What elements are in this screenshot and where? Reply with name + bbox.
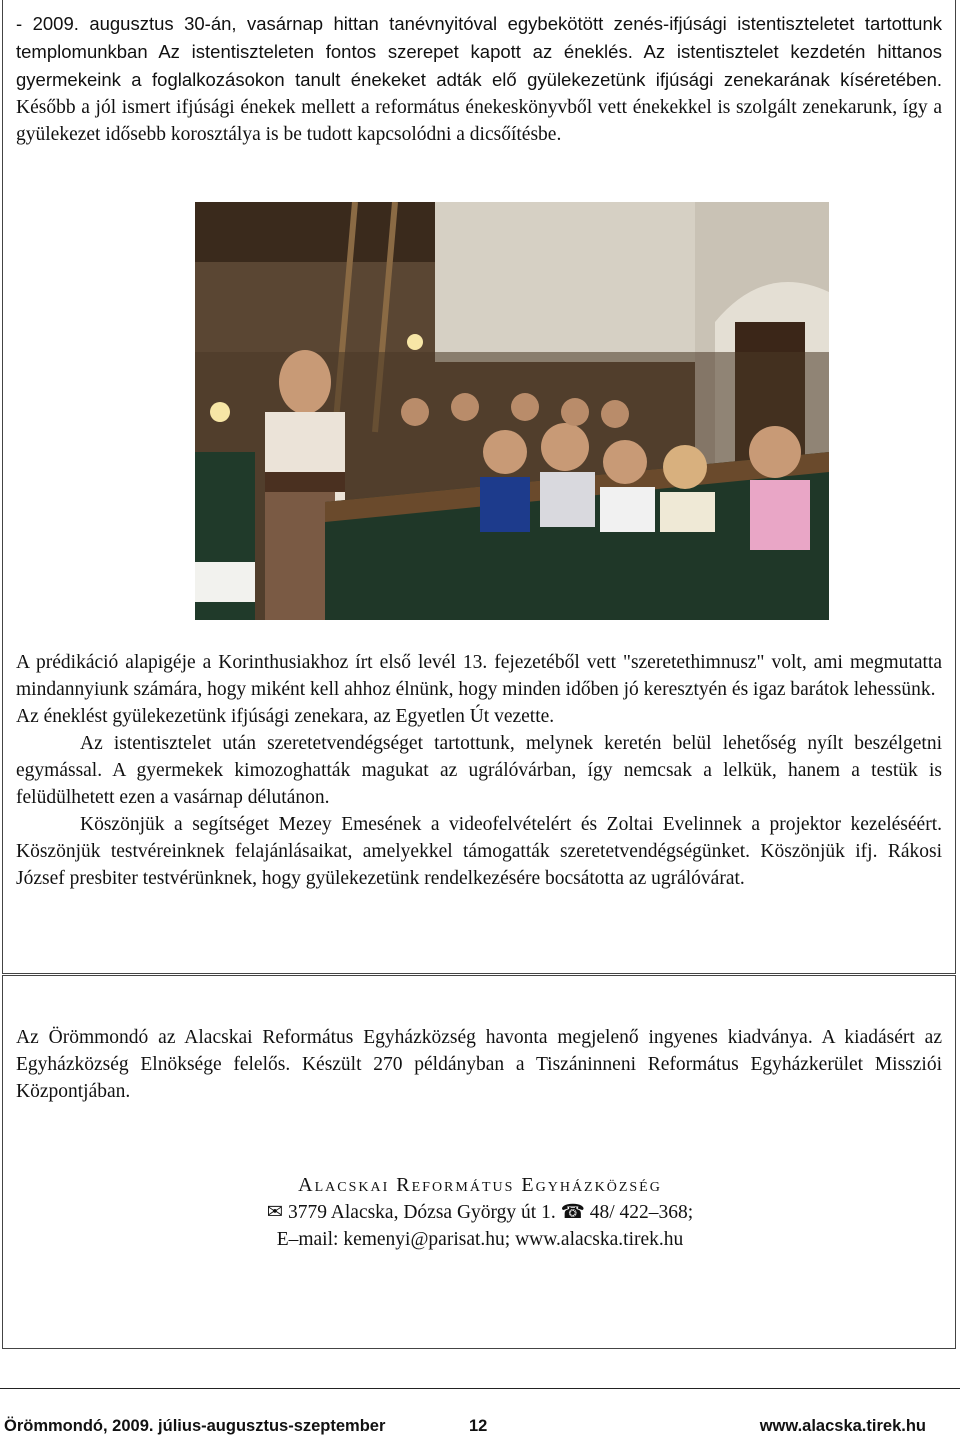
org-email-line: E–mail: kemenyi@parisat.hu; www.alacska.tirek.hu: [276, 1229, 684, 1250]
footer-issue: Örömmondó, 2009. július-augusztus-szeptember: [4, 1417, 386, 1435]
footer-url: www.alacska.tirek.hu: [759, 1417, 926, 1435]
imprint-text: Az Örömmondó az Alacskai Református Egyházközség havonta megjelenő ingyenes kiadványa. A kiadásért az Egyházközség Elnöksége felelős. Készült 270 példányban a Tiszáninneni Református Egyházkerület Missziói Központjában.: [16, 1027, 942, 1102]
org-block: [0, 1172, 960, 1253]
footer-page-number: 12: [469, 1417, 488, 1435]
org-contact-line: [0, 1199, 960, 1226]
telephone-icon: ☎: [560, 1202, 585, 1223]
church-service-photo: [195, 202, 829, 620]
intro-text-sans: - 2009. augusztus 30-án, vasárnap hittan tanévnyitóval egybekötött zenés-ifjúsági istentiszteletet tartottunk templomunkban Az istentiszteleten fontos szerepet kapott az éneklés. Az istentisztelet kezdetén hittanos gyermekeink a foglalkozásokon tanult énekeket adták elő gyülekezetünk ifjúsági zenekarának kíséretében.: [16, 13, 942, 90]
envelope-icon: ✉: [266, 1202, 284, 1223]
body-paragraph-1: A prédikáció alapigéje a Korinthusiakhoz írt első levél 13. fejezetéből vett "szeretethimnusz" volt, ami megmutatta mindannyiunk számára, hogy miként kell ahhoz élnünk, hogy minden időben jó keresztyén és igaz barátok lehessünk.: [16, 652, 942, 700]
org-address: 3779 Alacska, Dózsa György út 1.: [287, 1202, 556, 1223]
org-name: Alacskai Református Egyházközség: [298, 1174, 662, 1196]
body-paragraph-3: Az istentisztelet után szeretetvendégséget tartottunk, melynek keretén belül lehetőség nyílt beszélgetni egymással. A gyermekek kimozoghatták magukat az ugrálóvárban, így nemcsak a lelkük, hanem a testük is felüdülhetett ezen a vasárnap délutánon.: [16, 733, 942, 808]
body-paragraph-4: Köszönjük a segítséget Mezey Emesének a videofelvételért és Zoltai Evelinnek a projektor kezeléséért. Köszönjük testvéreinknek felajánlásaikat, amelyekkel támogatták szeretetvendégségünket. Köszönjük ifj. Rákosi József presbiter testvérünknek, hogy gyülekezetünk rendelkezésére bocsátotta az ugrálóvárat.: [16, 814, 942, 889]
body-text: [16, 649, 942, 892]
org-phone: 48/ 422–368;: [589, 1202, 694, 1223]
intro-text-serif: Később a jól ismert ifjúsági énekek mellett a református énekeskönyvből vett énekekkel is szolgált zenekarunk, így a gyülekezet idősebb korosztálya is be tudott kapcsolódni a dicsőítésbe.: [16, 97, 942, 145]
body-paragraph-2: Az éneklést gyülekezetünk ifjúsági zenekara, az Egyetlen Út vezette.: [16, 706, 555, 727]
intro-paragraph: [16, 10, 942, 148]
footer-rule: [0, 1388, 960, 1389]
imprint-paragraph: [16, 1024, 942, 1105]
